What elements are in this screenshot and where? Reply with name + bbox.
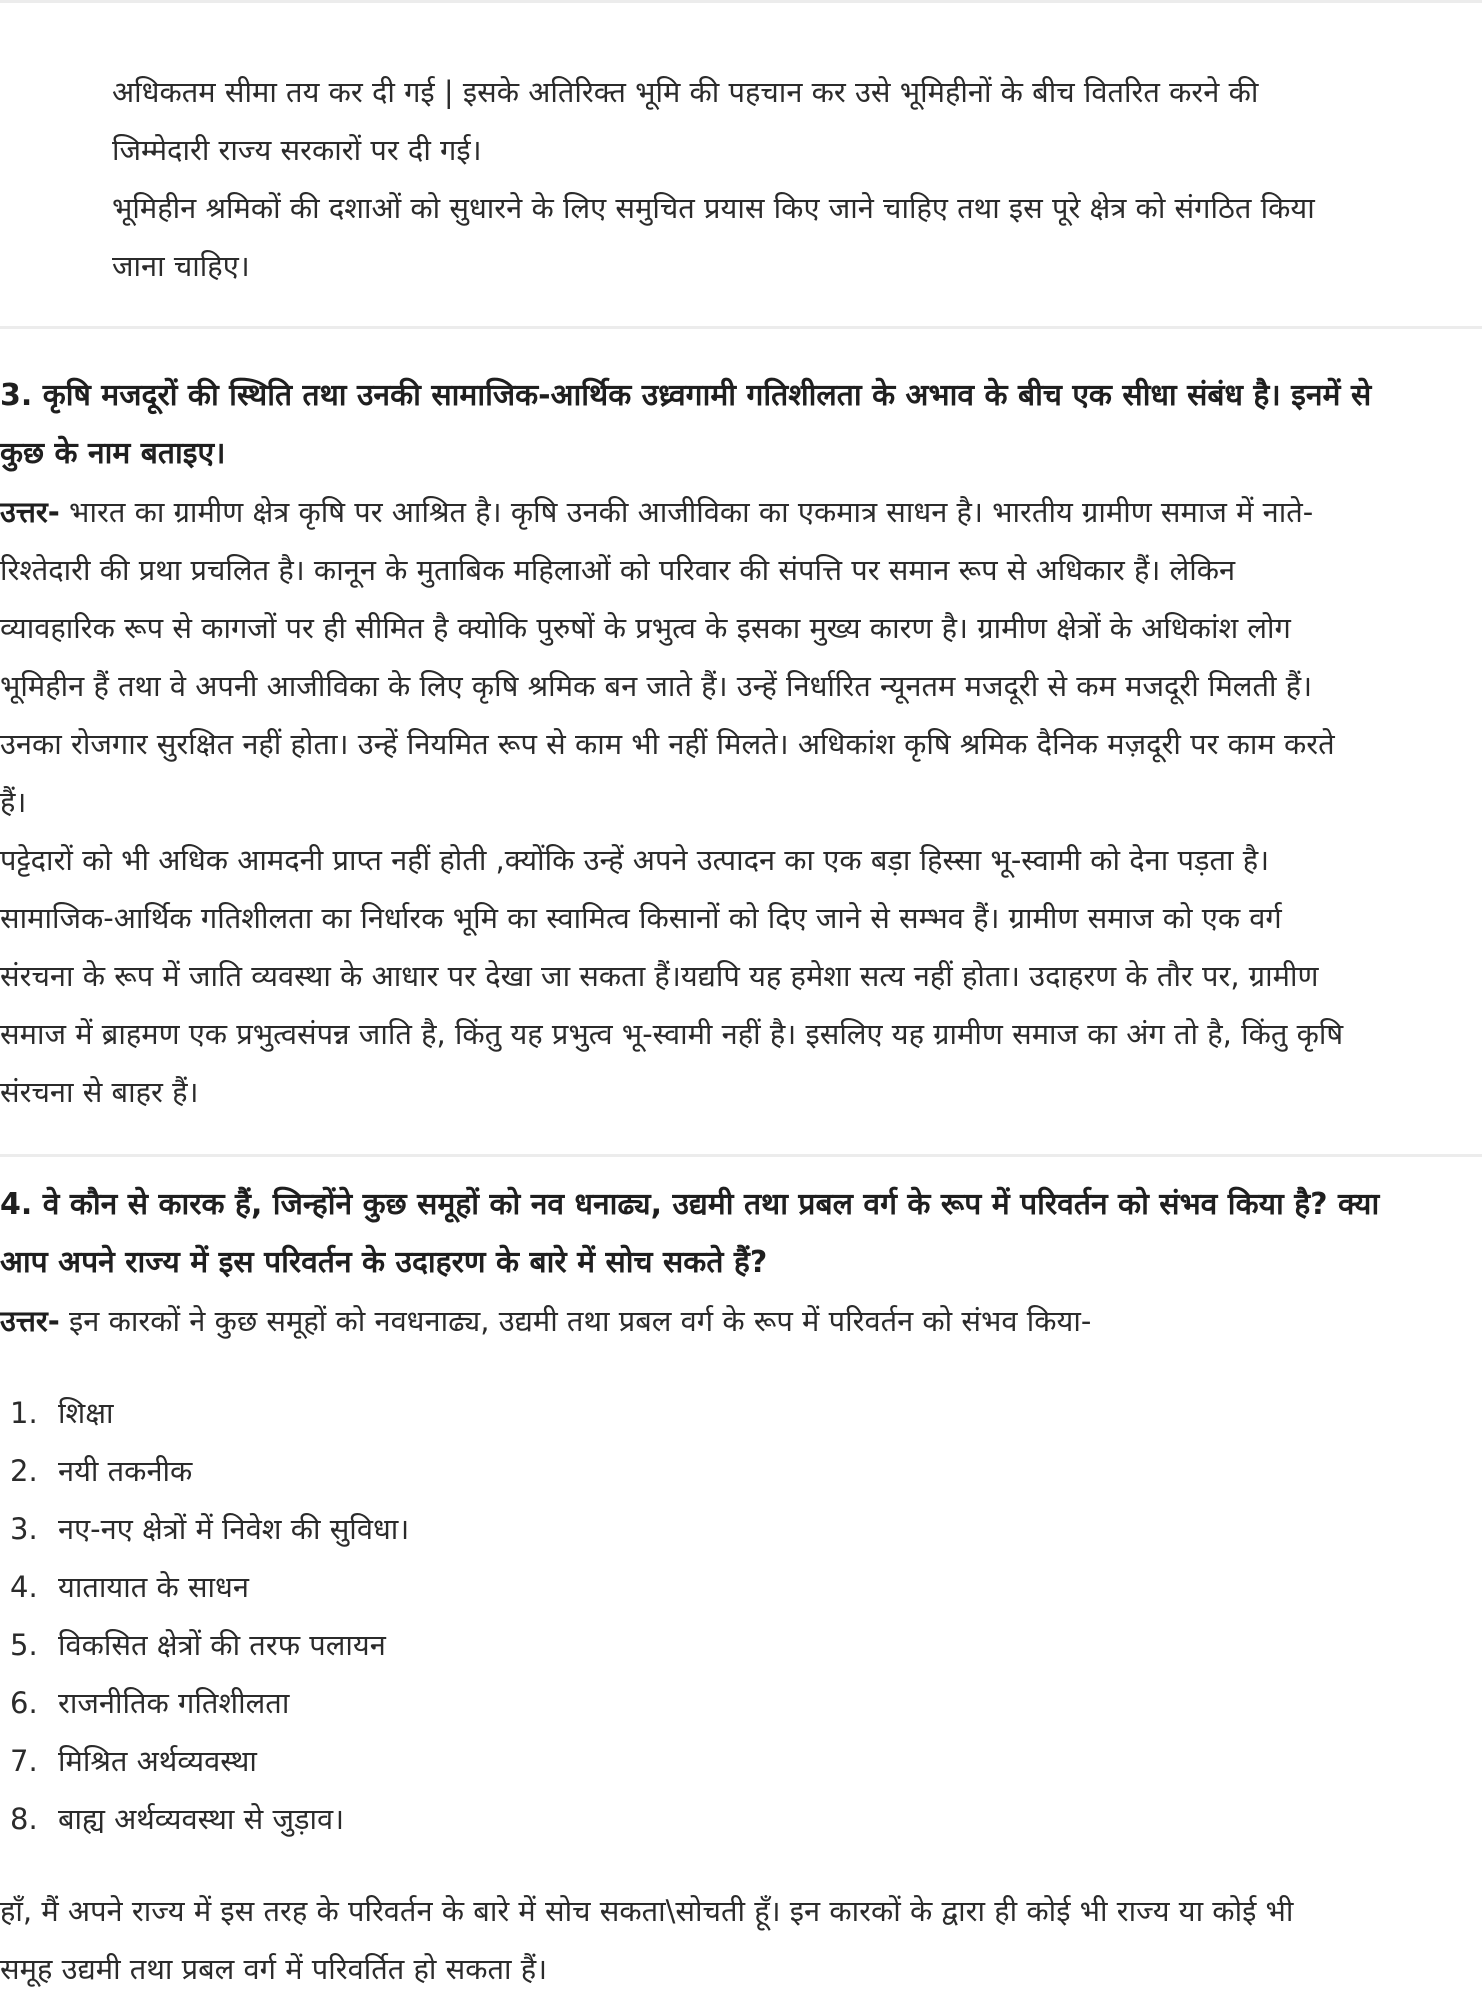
factors-list (10, 1384, 409, 1848)
closing-paragraph (0, 1882, 1470, 1998)
question-3-line: कुछ के नाम बताइए। (0, 436, 226, 471)
list-number: 8. (10, 1802, 38, 1836)
closing-line: हाँ, मैं अपने राज्य में इस तरह के परिवर्तन के बारे में सोच सकता\सोचती हूँ। इन कारकों के द्वारा ही कोई भी राज्य या कोई भी (0, 1894, 1294, 1928)
list-number: 7. (10, 1744, 38, 1778)
intro-line: जिम्मेदारी राज्य सरकारों पर दी गई। (112, 133, 482, 167)
question-3-line: 3. कृषि मजदूरों की स्थिति तथा उनकी सामाजिक-आर्थिक उध्र्वगामी गतिशीलता के अभाव के बीच एक सीधा संबंध है। इनमें से (0, 378, 1372, 413)
list-text: बाह्य अर्थव्यवस्था से जुड़ाव। (58, 1802, 345, 1836)
answer-3-line: संरचना से बाहर हैं। (0, 1075, 199, 1109)
answer-4-text: इन कारकों ने कुछ समूहों को नवधनाढ्य, उद्यमी तथा प्रबल वर्ग के रूप में परिवर्तन को संभव किया- (59, 1304, 1092, 1338)
list-text: विकसित क्षेत्रों की तरफ पलायन (58, 1628, 386, 1662)
answer-4-first-line (0, 1292, 1470, 1350)
answer-3-text: भारत का ग्रामीण क्षेत्र कृषि पर आश्रित है। कृषि उनकी आजीविका का एकमात्र साधन है। भारतीय ग्रामीण समाज में नाते- (59, 495, 1314, 529)
answer-label: उत्तर- (0, 495, 60, 529)
list-text: नयी तकनीक (58, 1454, 193, 1488)
answer-3-line: पट्टेदारों को भी अधिक आमदनी प्राप्त नहीं होती ,क्योंकि उन्हें अपने उत्पादन का एक बड़ा हिस्सा भू-स्वामी को देना पड़ता है। (0, 843, 1270, 877)
intro-line: जाना चाहिए। (112, 249, 250, 283)
answer-3-line: समाज में ब्राहमण एक प्रभुत्वसंपन्न जाति है, किंतु यह प्रभुत्व भू-स्वामी नहीं है। इसलिए यह ग्रामीण समाज का अंग तो है, किंतु कृषि (0, 1017, 1344, 1051)
answer-label: उत्तर- (0, 1304, 60, 1338)
list-number: 6. (10, 1686, 38, 1720)
answer-3-line: रिश्तेदारी की प्रथा प्रचलित है। कानून के मुताबिक महिलाओं को परिवार की संपत्ति पर समान रूप से अधिकार हैं। लेकिन (0, 553, 1236, 587)
intro-line: अधिकतम सीमा तय कर दी गई | इसके अतिरिक्त भूमि की पहचान कर उसे भूमिहीनों के बीच वितरित करने की (112, 75, 1259, 109)
list-text: मिश्रित अर्थव्यवस्था (58, 1744, 257, 1778)
question-4-line: 4. वे कौन से कारक हैं, जिन्होंने कुछ समूहों को नव धनाढ्य, उद्यमी तथा प्रबल वर्ग के रूप में परिवर्तन को संभव किया है? क्या (0, 1187, 1380, 1222)
list-item (10, 1500, 409, 1558)
list-number: 4. (10, 1570, 38, 1604)
list-item (10, 1558, 409, 1616)
answer-3-line: व्यावहारिक रूप से कागजों पर ही सीमित है क्योकि पुरुषों के प्रभुत्व के इसका मुख्य कारण है। ग्रामीण क्षेत्रों के अधिकांश लोग (0, 611, 1291, 645)
list-text: नए-नए क्षेत्रों में निवेश की सुविधा। (58, 1512, 410, 1546)
list-number: 1. (10, 1396, 38, 1430)
answer-3-first-line (0, 483, 1470, 541)
list-item (10, 1732, 409, 1790)
list-item (10, 1384, 409, 1442)
answer-3-line: भूमिहीन हैं तथा वे अपनी आजीविका के लिए कृषि श्रमिक बन जाते हैं। उन्हें निर्धारित न्यूनतम मजदूरी से कम मजदूरी मिलती हैं। (0, 669, 1313, 703)
top-divider (0, 0, 1482, 3)
answer-3-line: संरचना के रूप में जाति व्यवस्था के आधार पर देखा जा सकता हैं।यद्यपि यह हमेशा सत्य नहीं होता। उदाहरण के तौर पर, ग्रामीण (0, 959, 1319, 993)
section-divider (0, 1154, 1482, 1157)
list-item (10, 1674, 409, 1732)
intro-line: भूमिहीन श्रमिकों की दशाओं को सुधारने के लिए समुचित प्रयास किए जाने चाहिए तथा इस पूरे क्षेत्र को संगठित किया (112, 191, 1315, 225)
section-divider (0, 326, 1482, 329)
question-3-section (0, 367, 1470, 1121)
list-item (10, 1790, 409, 1848)
closing-line: समूह उद्यमी तथा प्रबल वर्ग में परिवर्तित हो सकता हैं। (0, 1952, 548, 1986)
intro-paragraph (112, 63, 1452, 295)
list-number: 5. (10, 1628, 38, 1662)
list-text: राजनीतिक गतिशीलता (58, 1686, 290, 1720)
list-item (10, 1442, 409, 1500)
list-number: 3. (10, 1512, 38, 1546)
answer-3-line: उनका रोजगार सुरक्षित नहीं होता। उन्हें नियमित रूप से काम भी नहीं मिलते। अधिकांश कृषि श्रमिक दैनिक मज़दूरी पर काम करते (0, 727, 1335, 761)
answer-3-line: सामाजिक-आर्थिक गतिशीलता का निर्धारक भूमि का स्वामित्व किसानों को दिए जाने से सम्भव हैं। ग्रामीण समाज को एक वर्ग (0, 901, 1282, 935)
list-text: यातायात के साधन (58, 1570, 249, 1604)
question-4-section (0, 1176, 1470, 1350)
question-4-line: आप अपने राज्य में इस परिवर्तन के उदाहरण के बारे में सोच सकते हैं? (0, 1245, 768, 1280)
list-text: शिक्षा (58, 1396, 114, 1430)
answer-3-line: हैं। (0, 785, 27, 819)
list-item (10, 1616, 409, 1674)
list-number: 2. (10, 1454, 38, 1488)
